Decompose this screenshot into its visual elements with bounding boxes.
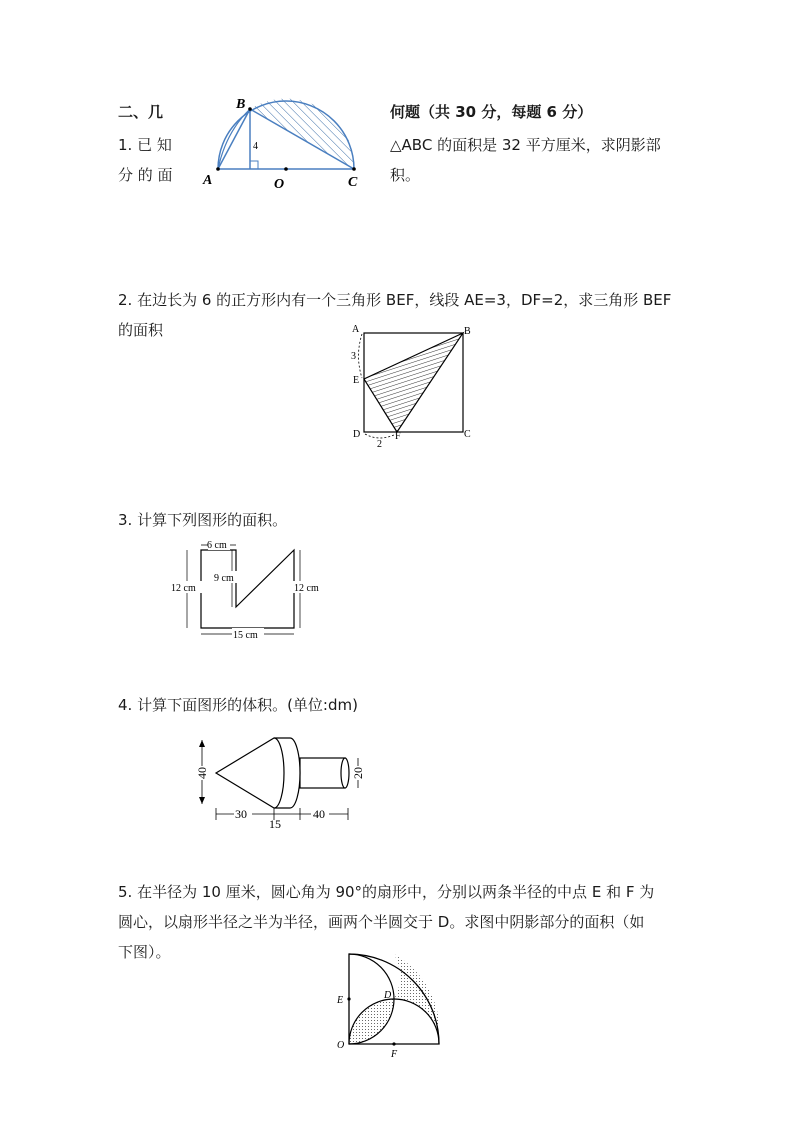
q5-sector-figure [334,950,446,1060]
q3-shape [201,550,294,628]
q1-label-height: 4 [253,141,258,152]
q4-cone [216,738,284,808]
q5-label-F: F [391,1049,398,1060]
q4-label-c: 40 [313,807,325,821]
q2-label-C: C [464,429,471,440]
q1-shaded-region [250,99,354,169]
q2-label-df: 2 [377,439,382,450]
q4-label-a: 30 [235,807,247,821]
q3-label-bottom: 15 cm [233,630,258,641]
q3-label-right: 12 cm [294,583,319,594]
q2-square-figure [342,322,478,452]
q5-label-D: D [384,990,392,1001]
q1-text-left-1: 1. 已 知 [118,136,172,154]
q2-text-1: 2. 在边长为 6 的正方形内有一个三角形 BEF，线段 AE=3，DF=2，求三角形 BEF [118,291,672,309]
q1-label-A: A [203,173,213,188]
q1-text-right-1: △ABC 的面积是 32 平方厘米，求阴影部 [390,136,661,154]
q3-label-top: 6 cm [207,540,227,551]
q4-label-d: 20 [351,767,365,779]
q2-label-A: A [352,324,360,335]
q3-label-mid: 9 cm [214,573,234,584]
q3-label-left: 12 cm [171,583,196,594]
q4-text-1: 4. 计算下面图形的体积。(单位:dm) [118,696,358,714]
q2-text-2: 的面积 [118,321,164,339]
q1-text-left-2: 分 的 面 [118,166,173,184]
q5-shaded-lower [349,999,394,1044]
q2-label-ae: 3 [351,351,356,362]
q2-triangle-bef [364,333,463,432]
q2-label-F: F [395,431,401,442]
q3-shape-figure [168,538,328,644]
q2-label-D: D [353,429,361,440]
q2-label-E: E [353,375,360,386]
q1-label-C: C [348,175,358,190]
section-title-right: 何题（共 30 分，每题 6 分） [390,103,593,121]
q1-label-O: O [274,177,285,192]
q2-label-B: B [464,326,471,337]
q4-label-b: 15 [269,817,281,830]
section-title-left: 二、几 [118,103,164,121]
q1-text-right-2: 积。 [390,166,421,184]
q4-label-h: 40 [195,767,209,779]
q1-semicircle-figure [198,92,370,192]
q5-text-2: 圆心，以扇形半径之半为半径，画两个半圆交于 D。求图中阴影部分的面积（如 [118,913,645,931]
q5-text-1: 5. 在半径为 10 厘米，圆心角为 90°的扇形中，分别以两条半径的中点 E 和 F 为 [118,883,655,901]
q3-text-1: 3. 计算下列图形的面积。 [118,511,288,529]
q4-solid-figure [190,728,370,830]
q1-label-B: B [236,97,246,112]
q5-label-O: O [337,1040,345,1051]
q5-text-3: 下图）。 [118,943,171,961]
q5-label-E: E [337,995,344,1006]
